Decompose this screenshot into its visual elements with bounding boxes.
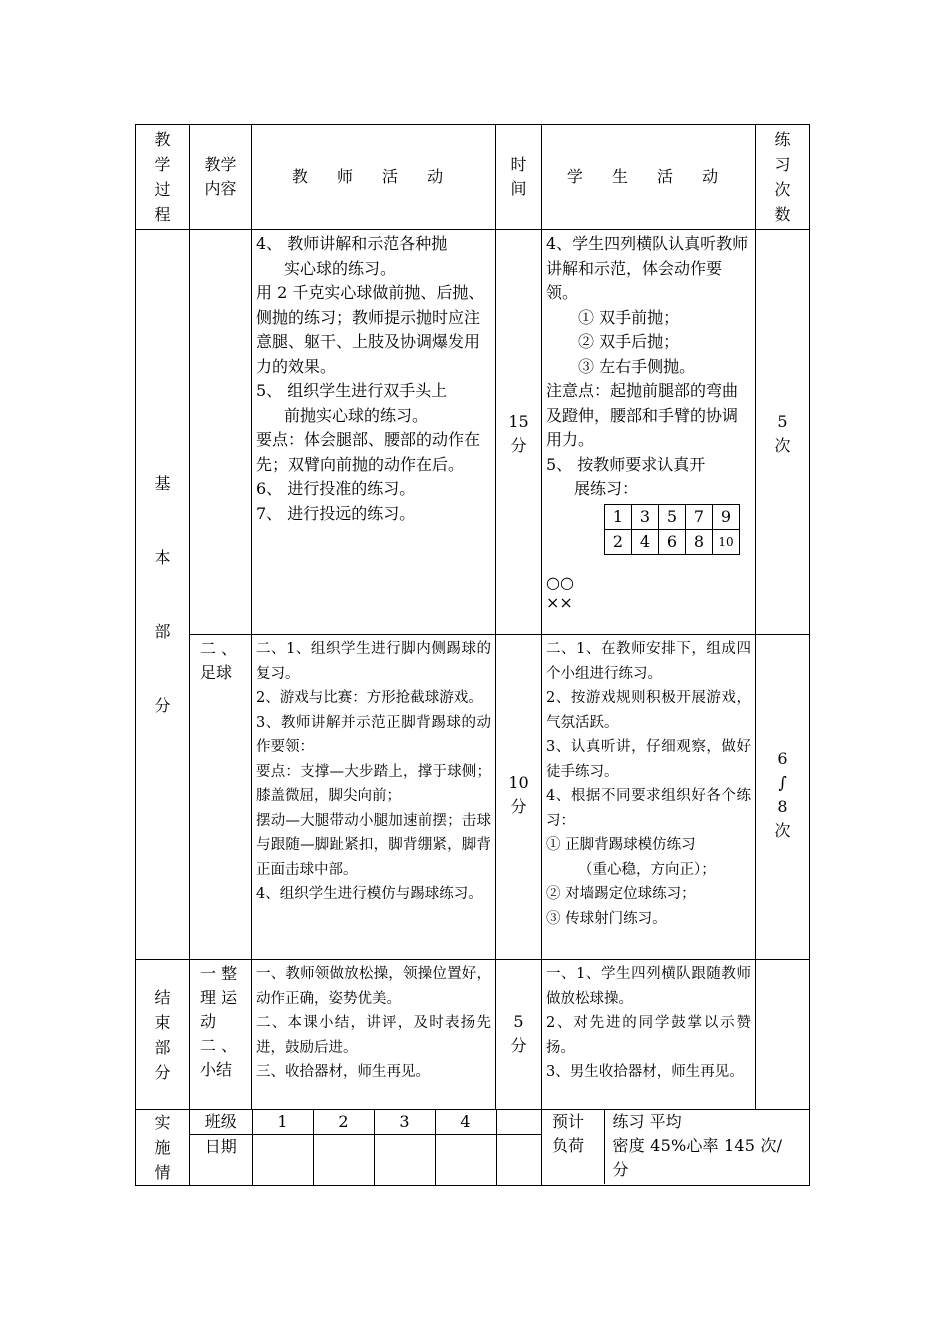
ending-process-char: 束 bbox=[154, 1012, 171, 1032]
ending-count bbox=[756, 960, 810, 1110]
ending-process-char: 部 bbox=[154, 1037, 171, 1057]
teacher-line: 摆动—大腿带动小腿加速前摆；击球与跟随—脚趾紧扣，脚背绷紧，脚背正面击球中部。 bbox=[256, 812, 491, 878]
header-teacher-activity: 教 师 活 动 bbox=[252, 125, 496, 230]
teacher-line: 5、 组织学生进行双手头上 bbox=[256, 381, 448, 400]
student-line: 展练习： bbox=[574, 479, 639, 498]
header-process-char: 过 bbox=[154, 180, 171, 199]
count-value: 6 bbox=[777, 749, 788, 768]
content-line: 动 bbox=[200, 1012, 217, 1031]
student-line: 3、认真听讲，仔细观察，做好徒手练习。 bbox=[546, 739, 751, 780]
load-label-line: 负荷 bbox=[552, 1136, 585, 1155]
student-line: ② 双手后抛； bbox=[578, 332, 680, 351]
formation-grid-cell: 8 bbox=[686, 529, 713, 554]
header-row bbox=[136, 125, 810, 230]
class-number: 1 bbox=[252, 1110, 313, 1135]
formation-grid-cell: 4 bbox=[632, 529, 659, 554]
formation-grid-cell: 9 bbox=[713, 504, 740, 529]
header-count-char: 练 bbox=[774, 130, 791, 149]
class-number: 2 bbox=[313, 1110, 374, 1135]
implementation-process-char: 情 bbox=[154, 1163, 171, 1182]
date-cell bbox=[496, 1135, 542, 1185]
implementation-process-char: 施 bbox=[154, 1138, 171, 1157]
basic-process-char: 基 bbox=[154, 473, 171, 493]
load-text-line: 分 bbox=[612, 1160, 629, 1179]
header-student-activity: 学 生 活 动 bbox=[542, 125, 756, 230]
ending-process bbox=[136, 960, 190, 1110]
load-table bbox=[542, 1110, 809, 1184]
basic-row-throw bbox=[136, 230, 810, 635]
ending-process-char: 分 bbox=[154, 1062, 171, 1082]
implementation-row bbox=[136, 1110, 810, 1186]
student-line: 二、1、在教师安排下，组成四个小组进行练习。 bbox=[546, 641, 751, 682]
load-text-line: 练习 平均 bbox=[612, 1112, 682, 1131]
teacher-line: 前抛实心球的练习。 bbox=[284, 405, 429, 425]
teacher-line: 4、组织学生进行模仿与踢球练习。 bbox=[256, 886, 483, 902]
student-line: 4、根据不同要求组织好各个练习： bbox=[546, 788, 751, 829]
time-value: 10 bbox=[508, 773, 529, 792]
student-line: 4、学生四列横队认真听教师讲解和示范，体会动作要领。 bbox=[546, 234, 749, 302]
count-symbol: ∫ bbox=[778, 773, 787, 792]
content-line: 足球 bbox=[200, 663, 233, 682]
header-content bbox=[190, 125, 252, 230]
header-content-line: 内容 bbox=[204, 179, 237, 198]
student-line: ③ 左右手侧抛。 bbox=[578, 356, 696, 376]
formation-crosses: ×× bbox=[546, 592, 573, 612]
implementation-process-char: 实 bbox=[154, 1113, 171, 1132]
date-cell bbox=[374, 1135, 435, 1185]
basic-row2-content bbox=[190, 635, 252, 960]
teacher-line: 2、游戏与比赛：方形抢截球游戏。 bbox=[256, 690, 483, 706]
class-date-table bbox=[190, 1110, 542, 1185]
content-line: 理 运 bbox=[200, 988, 238, 1007]
content-line: 二 、 bbox=[200, 639, 238, 658]
header-time-char: 时 bbox=[510, 155, 527, 174]
student-line: 2、对先进的同学鼓掌以示赞扬。 bbox=[546, 1015, 751, 1056]
date-cell bbox=[252, 1135, 313, 1185]
ending-process-char: 结 bbox=[154, 987, 171, 1007]
date-cell bbox=[435, 1135, 496, 1185]
load-text-line: 密度 45%心率 145 次/ bbox=[612, 1136, 783, 1155]
time-value: 15 bbox=[508, 412, 529, 431]
formation-circles: ○○ bbox=[546, 572, 574, 592]
date-cell bbox=[313, 1135, 374, 1185]
load-label bbox=[542, 1110, 604, 1184]
basic-row2-teacher bbox=[252, 635, 496, 960]
teacher-line: 3、教师讲解并示范正脚背踢球的动作要领： bbox=[256, 714, 491, 755]
teacher-line: 要点：支撑—大步踏上，撑于球侧；膝盖微屈，脚尖向前； bbox=[256, 763, 491, 804]
header-practice-count bbox=[756, 125, 810, 230]
content-line: 小结 bbox=[200, 1060, 233, 1079]
teacher-line: 三、收拾器材，师生再见。 bbox=[256, 1064, 430, 1080]
formation-grid-cell: 2 bbox=[605, 529, 632, 554]
lesson-plan-table bbox=[135, 124, 810, 1186]
time-unit: 分 bbox=[510, 436, 527, 455]
teacher-line: 4、 教师讲解和示范各种抛 bbox=[256, 234, 448, 253]
student-line: 3、男生收拾器材，师生再见。 bbox=[546, 1064, 744, 1080]
teacher-line: 二、本课小结，讲评，及时表扬先进，鼓励后进。 bbox=[256, 1015, 491, 1056]
header-process-char: 程 bbox=[154, 205, 171, 224]
basic-process-char: 部 bbox=[154, 621, 171, 641]
formation-grid-cell: 1 bbox=[605, 504, 632, 529]
count-value: 8 bbox=[777, 797, 788, 816]
class-number: 3 bbox=[374, 1110, 435, 1135]
formation-grid-cell: 5 bbox=[659, 504, 686, 529]
ending-content bbox=[190, 960, 252, 1110]
student-line: ① 双手前抛； bbox=[578, 307, 680, 327]
load-text bbox=[604, 1110, 809, 1184]
date-label: 日期 bbox=[190, 1135, 252, 1185]
time-unit: 分 bbox=[510, 797, 527, 816]
time-unit: 分 bbox=[510, 1036, 527, 1055]
class-label: 班级 bbox=[190, 1110, 252, 1135]
basic-row2-student bbox=[542, 635, 756, 960]
ending-teacher bbox=[252, 960, 496, 1110]
ending-time bbox=[496, 960, 542, 1110]
formation-grid-cell: 3 bbox=[632, 504, 659, 529]
header-time-char: 间 bbox=[510, 179, 527, 198]
implementation-class-grid bbox=[190, 1110, 542, 1186]
basic-row1-student bbox=[542, 230, 756, 635]
student-line: ② 对墙踢定位球练习； bbox=[546, 886, 696, 902]
basic-row2-count bbox=[756, 635, 810, 960]
time-value: 5 bbox=[513, 1012, 524, 1031]
student-line: ③ 传球射门练习。 bbox=[546, 910, 667, 927]
formation-grid-cell: 10 bbox=[713, 529, 740, 554]
class-number bbox=[496, 1110, 542, 1135]
basic-row1-content bbox=[190, 230, 252, 635]
basic-process bbox=[136, 230, 190, 960]
count-unit: 次 bbox=[774, 436, 791, 455]
implementation-load bbox=[542, 1110, 810, 1186]
student-line: 一、1、学生四列横队跟随教师做放松球操。 bbox=[546, 966, 751, 1007]
teacher-line: 要点：体会腿部、腰部的动作在先；双臂向前抛的动作在后。 bbox=[256, 430, 481, 474]
count-unit: 次 bbox=[774, 821, 791, 840]
header-time bbox=[496, 125, 542, 230]
basic-row2-time bbox=[496, 635, 542, 960]
basic-row1-teacher bbox=[252, 230, 496, 635]
header-process bbox=[136, 125, 190, 230]
student-line: 2、按游戏规则积极开展游戏，气氛活跃。 bbox=[546, 690, 751, 731]
basic-row1-count bbox=[756, 230, 810, 635]
teacher-line: 一、教师领做放松操，领操位置好，动作正确，姿势优美。 bbox=[256, 966, 491, 1007]
student-line: ① 正脚背踢球模仿练习 bbox=[546, 837, 696, 853]
formation-grid bbox=[604, 504, 740, 555]
header-count-char: 数 bbox=[774, 205, 791, 224]
header-count-char: 次 bbox=[774, 180, 791, 199]
ending-row bbox=[136, 960, 810, 1110]
header-process-char: 学 bbox=[154, 155, 171, 174]
teacher-line: 用 2 千克实心球做前抛、后抛、侧抛的练习；教师提示抛时应注意腿、躯干、上肢及协调爆发用力的效果。 bbox=[256, 283, 485, 376]
teacher-line: 二、1、组织学生进行脚内侧踢球的复习。 bbox=[256, 641, 491, 682]
header-process-char: 教 bbox=[154, 130, 171, 149]
content-line: 二 、 bbox=[200, 1036, 238, 1055]
student-line: 5、 按教师要求认真开 bbox=[546, 454, 706, 474]
class-number: 4 bbox=[435, 1110, 496, 1135]
header-content-line: 教学 bbox=[204, 155, 237, 174]
basic-process-char: 本 bbox=[154, 547, 171, 567]
basic-process-char: 分 bbox=[154, 695, 171, 715]
content-line: 一 整 bbox=[200, 964, 238, 983]
load-label-line: 预计 bbox=[552, 1112, 585, 1131]
basic-row-football bbox=[136, 635, 810, 960]
formation-grid-cell: 6 bbox=[659, 529, 686, 554]
count-value: 5 bbox=[777, 412, 788, 431]
teacher-line: 实心球的练习。 bbox=[284, 258, 397, 278]
teacher-line: 7、 进行投远的练习。 bbox=[256, 503, 416, 523]
formation-grid-cell: 7 bbox=[686, 504, 713, 529]
implementation-process bbox=[136, 1110, 190, 1186]
basic-row1-time bbox=[496, 230, 542, 635]
header-count-char: 习 bbox=[774, 155, 791, 174]
student-line: 注意点：起抛前腿部的弯曲及蹬伸，腰部和手臂的协调用力。 bbox=[546, 381, 739, 449]
ending-student bbox=[542, 960, 756, 1110]
teacher-line: 6、 进行投准的练习。 bbox=[256, 479, 416, 498]
student-line: （重心稳，方向正）； bbox=[578, 861, 716, 878]
